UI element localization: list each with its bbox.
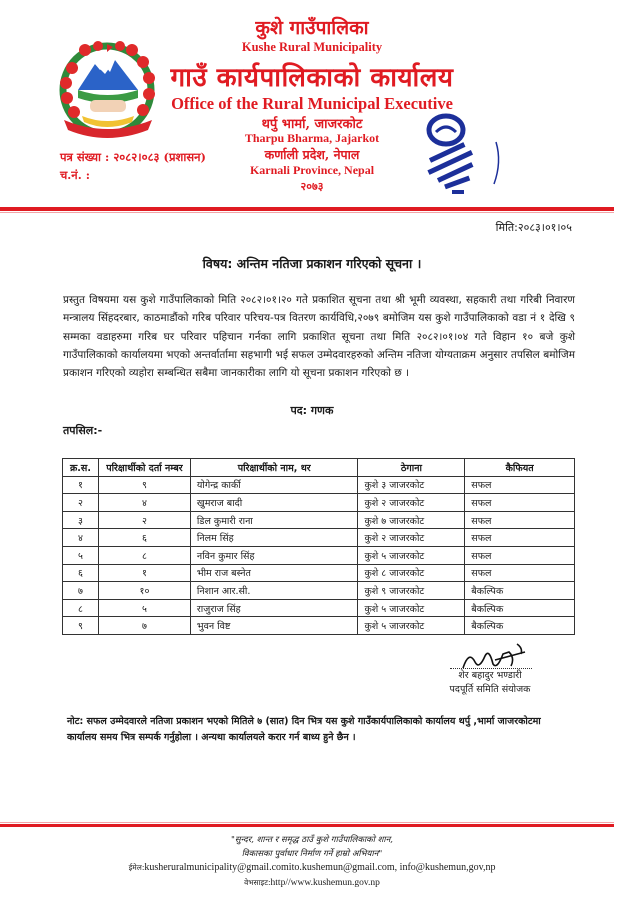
cell-remarks: सफल — [465, 529, 575, 547]
table-row — [63, 546, 575, 564]
cell-remarks: सफल — [465, 511, 575, 529]
letter-number — [60, 150, 206, 165]
table-row — [63, 564, 575, 582]
footer-motto-line-1: "सुन्दर, शान्त र समृद्ध ठाउँ कुशे गाउँपालिकाको शान, — [230, 835, 394, 845]
cell-registration-number: १० — [98, 582, 190, 600]
table-row — [63, 494, 575, 512]
cell-remarks: बैकल्पिक — [465, 599, 575, 617]
table-row — [63, 476, 575, 494]
cell-registration-number: ९ — [98, 476, 190, 494]
cell-remarks: सफल — [465, 476, 575, 494]
table-row — [63, 511, 575, 529]
table-row — [63, 617, 575, 635]
signatory-name: शेर बहादुर भण्डारी — [458, 670, 522, 681]
footer-email — [0, 862, 624, 873]
body-paragraph: प्रस्तुत विषयमा यस कुशे गाउँपालिकाको मिति २०८२।०१।२० गते प्रकाशित सूचना तथा श्री भूमी व्यवस्था, सहकारी तथा गरिबी निवारण मन्त्रालय सिंहदरबार, काठमाडौंको गरिब परिवार परिचय-पत्र वितरण कार्यविधि,२०७९ बमोजिम यस कुशे गाउँपालिकाको वडा नं १ देखि ९ सम्मका वडाहरुमा गरिब घर परिवार पहिचान गर्नका लागि प्रकाशित सूचना तथा मिति २०८२।०१।०४ गते विहान १० बजे कुशे गाउँपालिकाको कार्यालयमा भएको अन्तर्वार्तामा सहभागी भई सफल उम्मेदवारहरुको अन्तिम नतिजा योग्यताक्रम अनुसार तपसिल बमोजिम प्रकाशन गरिएको व्यहोरा सम्बन्धित सबैमा जानकारीका लागि यो सूचना प्रकाशन गरिएको छ । — [63, 294, 575, 380]
cell-serial: ३ — [63, 511, 99, 529]
cell-address: कुशे ५ जाजरकोट — [358, 546, 465, 564]
office-seal-stamp-icon — [410, 112, 510, 202]
footer-divider-shadow — [0, 822, 614, 823]
footer-website — [0, 878, 624, 888]
header-remarks: कैफियत — [465, 459, 575, 477]
table-row — [63, 582, 575, 600]
address-english: Tharpu Bharma, Jajarkot — [244, 131, 380, 145]
cell-candidate-name: निशान आर.सी. — [190, 582, 358, 600]
office-name-english: Office of the Rural Municipal Executive — [171, 94, 453, 113]
cell-remarks: बैकल्पिक — [465, 617, 575, 635]
subject-heading: विषय: अन्तिम नतिजा प्रकाशन गरिएको सूचना । — [202, 256, 422, 271]
cell-registration-number: ६ — [98, 529, 190, 547]
table-header-row — [63, 459, 575, 477]
cell-remarks: सफल — [465, 564, 575, 582]
cell-address: कुशे ५ जाजरकोट — [358, 617, 465, 635]
signatory-title: पदपूर्ति समिति संयोजक — [449, 684, 531, 695]
cell-candidate-name: भुवन विष्ट — [190, 617, 358, 635]
details-label: तपसिल:- — [63, 424, 103, 437]
cell-address: कुशे ९ जाजरकोट — [358, 582, 465, 600]
cell-address: कुशे २ जाजरकोट — [358, 494, 465, 512]
footer-divider — [0, 824, 614, 827]
cell-candidate-name: योगेन्द्र कार्की — [190, 476, 358, 494]
cell-serial: ७ — [63, 582, 99, 600]
header-divider-shadow — [0, 212, 614, 213]
email-label: ईमेल: — [128, 863, 145, 872]
letter-number-label: पत्र संख्या : — [60, 150, 110, 164]
established-year: २०७३ — [300, 180, 324, 193]
cell-address: कुशे ७ जाजरकोट — [358, 511, 465, 529]
municipality-name-nepali: कुशे गाउँपालिका — [255, 17, 369, 39]
cell-candidate-name: खुमराज बादी — [190, 494, 358, 512]
table-row — [63, 529, 575, 547]
cell-candidate-name: भीम राज बस्नेत — [190, 564, 358, 582]
cell-candidate-name: राजुराज सिंह — [190, 599, 358, 617]
cell-serial: २ — [63, 494, 99, 512]
letter-number-value: २०८२।०८३ (प्रशासन) — [113, 150, 206, 164]
cell-registration-number: २ — [98, 511, 190, 529]
cell-serial: ५ — [63, 546, 99, 564]
cell-candidate-name: नविन कुमार सिंह — [190, 546, 358, 564]
cell-serial: ९ — [63, 617, 99, 635]
cell-candidate-name: निलम सिंह — [190, 529, 358, 547]
cell-remarks: बैकल्पिक — [465, 582, 575, 600]
cell-remarks: सफल — [465, 546, 575, 564]
cell-serial: ६ — [63, 564, 99, 582]
cell-remarks: सफल — [465, 494, 575, 512]
cell-candidate-name: डिल कुमारी राना — [190, 511, 358, 529]
cell-address: कुशे ५ जाजरकोट — [358, 599, 465, 617]
cell-address: कुशे ३ जाजरकोट — [358, 476, 465, 494]
results-table — [62, 458, 575, 635]
header-registration-number: परिक्षार्थीको दर्ता नम्बर — [98, 459, 190, 477]
cell-registration-number: ५ — [98, 599, 190, 617]
cell-address: कुशे ८ जाजरकोट — [358, 564, 465, 582]
post-line: पद: गणक — [290, 404, 334, 417]
website-value[interactable]: http//www.kushemun.gov.np — [270, 878, 380, 888]
cell-registration-number: १ — [98, 564, 190, 582]
cell-address: कुशे २ जाजरकोट — [358, 529, 465, 547]
cell-registration-number: ४ — [98, 494, 190, 512]
header-serial: क्र.स. — [63, 459, 99, 477]
note-paragraph: नोट: सफल उम्मेदवारले नतिजा प्रकाशन भएको मितिले ७ (सात) दिन भित्र यस कुशे गाउँकार्यपालिकाको कार्यालय थर्पु ,भार्मा जाजरकोटमा कार्यालय समय भित्र सम्पर्क गर्नुहोला । अन्यथा कार्यालयले करार गर्न बाध्य हुने छैन । — [67, 716, 541, 743]
document-date: मिति:२०८३।०१।०५ — [495, 221, 572, 234]
footer-motto-line-2: विकासका पुर्वाधार निर्माण गर्ने हाम्रो अभियान" — [241, 849, 383, 859]
header-candidate-name: परिक्षार्थीको नाम, थर — [190, 459, 358, 477]
website-label: वेभसाइट: — [244, 878, 271, 887]
email-value[interactable]: kusheruralmunicipality@gmail.comito.kushemun@gmail.com, info@kushemun,gov,np — [144, 862, 496, 873]
cell-serial: ८ — [63, 599, 99, 617]
table-row — [63, 599, 575, 617]
address-nepali: थर्पु भार्मा, जाजरकोट — [261, 117, 363, 132]
header-divider — [0, 207, 614, 211]
dispatch-number-label: च.नं. : — [60, 168, 90, 182]
province-nepali: कर्णाली प्रदेश, नेपाल — [264, 147, 360, 162]
municipality-name-english: Kushe Rural Municipality — [241, 40, 383, 54]
cell-serial: ४ — [63, 529, 99, 547]
header-address: ठेगाना — [358, 459, 465, 477]
office-name-nepali: गाउँ कार्यपालिकाको कार्यालय — [170, 63, 454, 93]
cell-serial: १ — [63, 476, 99, 494]
province-english: Karnali Province, Nepal — [249, 163, 375, 177]
cell-registration-number: ७ — [98, 617, 190, 635]
cell-registration-number: ८ — [98, 546, 190, 564]
